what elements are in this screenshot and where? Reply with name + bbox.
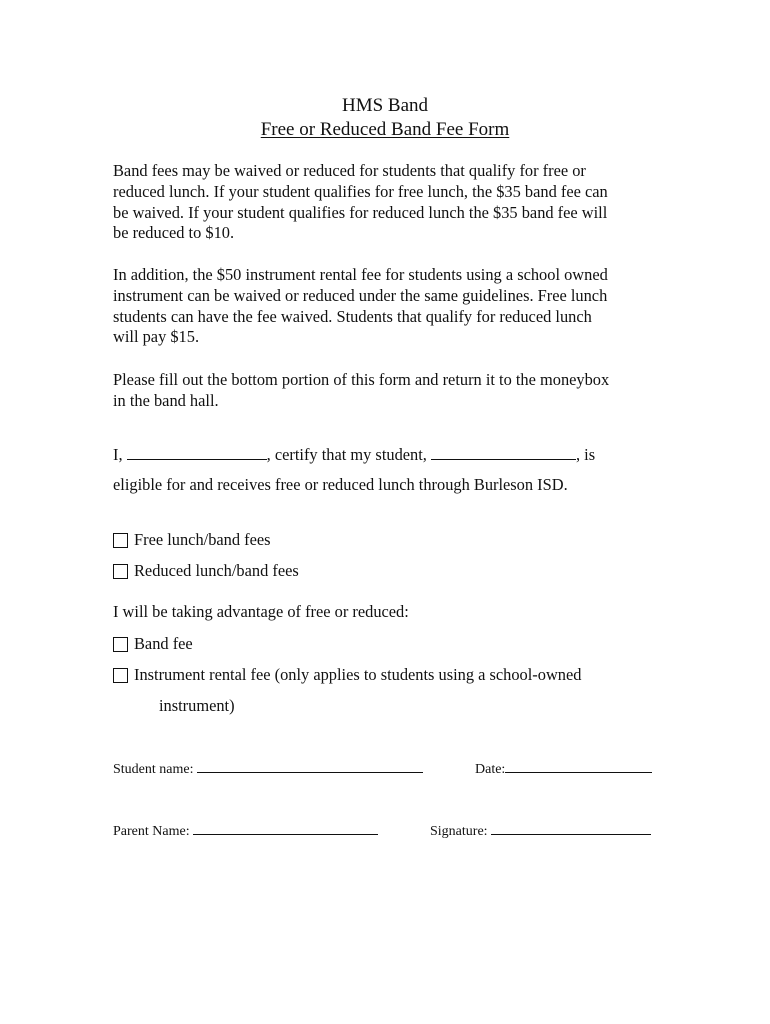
instrument-fee-option[interactable] xyxy=(113,665,581,685)
certify-statement xyxy=(113,444,595,465)
parent-name-input[interactable] xyxy=(193,820,378,835)
student-name-blank[interactable] xyxy=(431,444,576,460)
text-line: instrument can be waived or reduced under the same guidelines. Free lunch xyxy=(113,285,608,305)
text-line: be reduced to $10. xyxy=(113,223,235,243)
band-fee-option[interactable] xyxy=(113,634,193,654)
instructions-paragraph xyxy=(113,370,658,412)
student-name-label: Student name: xyxy=(113,762,197,777)
text-line: will pay $15. xyxy=(113,327,200,347)
band-fee-label: Band fee xyxy=(134,634,193,653)
reduced-lunch-checkbox[interactable] xyxy=(113,564,128,579)
certify-middle: , certify that my student, xyxy=(266,445,431,464)
form-title: HMS Band xyxy=(341,95,429,116)
certify-statement-continued: eligible for and receives free or reduced lunch through Burleson ISD. xyxy=(113,475,568,494)
date-input[interactable] xyxy=(505,758,652,773)
parent-name-field xyxy=(113,820,378,841)
text-line: reduced lunch. If your student qualifies for free lunch, the $35 band fee can xyxy=(113,181,608,201)
free-lunch-label: Free lunch/band fees xyxy=(134,530,271,549)
reduced-lunch-label: Reduced lunch/band fees xyxy=(134,561,299,580)
free-lunch-option[interactable] xyxy=(113,530,271,550)
band-fee-checkbox[interactable] xyxy=(113,637,128,652)
text-line: students can have the fee waived. Students that qualify for reduced lunch xyxy=(113,306,592,326)
student-name-input[interactable] xyxy=(197,758,423,773)
parent-name-label: Parent Name: xyxy=(113,824,194,839)
free-lunch-checkbox[interactable] xyxy=(113,533,128,548)
parent-name-blank[interactable] xyxy=(127,444,267,460)
text-line: be waived. If your student qualifies for reduced lunch the $35 band fee will xyxy=(113,202,608,222)
form-subtitle: Free or Reduced Band Fee Form xyxy=(260,119,510,140)
rental-fee-paragraph xyxy=(113,265,658,348)
reduced-lunch-option[interactable] xyxy=(113,561,299,581)
instrument-fee-label-continued: instrument) xyxy=(159,696,235,715)
signature-input[interactable] xyxy=(491,820,651,835)
student-name-field xyxy=(113,758,423,779)
date-field xyxy=(475,758,652,779)
text-line: Band fees may be waived or reduced for students that qualify for free or xyxy=(113,161,586,180)
fee-waiver-paragraph xyxy=(113,161,658,244)
date-label: Date: xyxy=(475,762,506,777)
signature-label: Signature: xyxy=(430,824,492,839)
text-line: in the band hall. xyxy=(113,390,219,410)
signature-field xyxy=(430,820,651,841)
certify-suffix: , is xyxy=(575,445,596,464)
certify-prefix: I, xyxy=(113,445,127,464)
instrument-fee-checkbox[interactable] xyxy=(113,668,128,683)
text-line: Please fill out the bottom portion of this form and return it to the moneybox xyxy=(113,370,610,389)
text-line: In addition, the $50 instrument rental fee for students using a school owned xyxy=(113,265,608,284)
advantage-heading: I will be taking advantage of free or reduced: xyxy=(113,602,409,621)
instrument-fee-label: Instrument rental fee (only applies to students using a school-owned xyxy=(134,665,582,684)
